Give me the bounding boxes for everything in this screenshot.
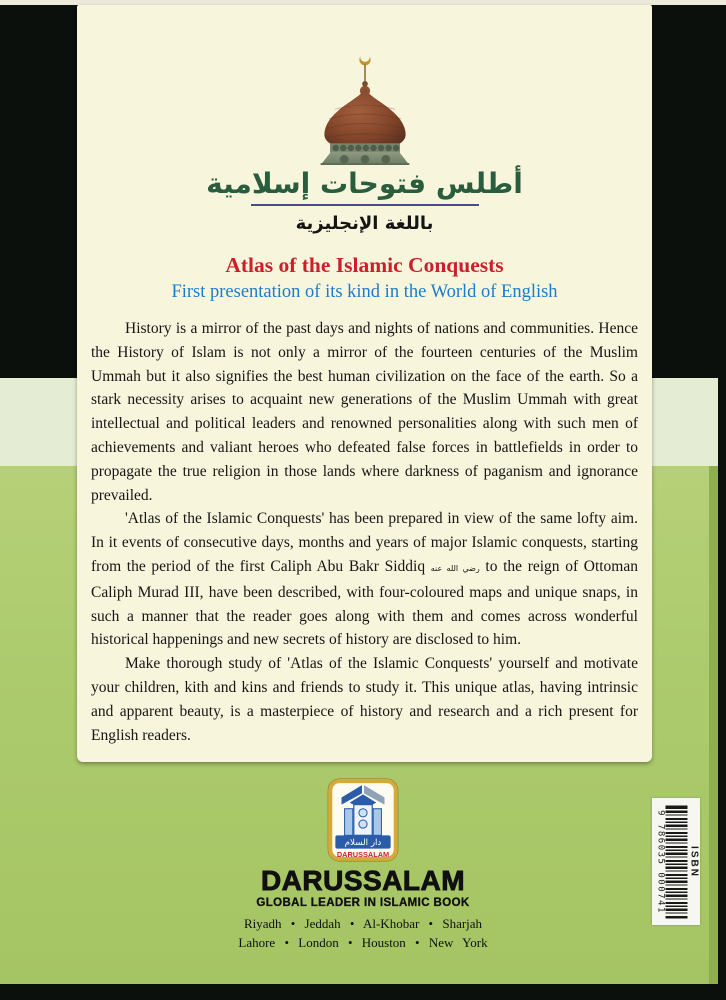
publisher-logo [0,778,726,864]
title-underline [251,204,479,206]
synopsis-paragraph-1: History is a mirror of the past days and nights of nations and communities. Hence the History of Islam is not only a mirror of the fourteen centuries of the Muslim Ummah but it also signifies the best human civilization on the face of the earth. So a stark necessity arises to acquaint new generations of the Muslim Ummah with great intellectual and political leaders and renowned personalities along with such men of achievements and valiant heroes who defeated false forces in battlefields in order to propagate the true religion in those lands where darkness of paganism and ignorance prevailed. [91,320,638,504]
publisher-name: DARUSSALAM [260,865,466,896]
publisher-tagline: GLOBAL LEADER IN ISLAMIC BOOK [256,897,470,909]
radiallahu-anhu-honorific: رضي الله عنه [430,563,480,573]
logo-caption: DARUSSALAM [336,849,390,859]
publisher-cities-line2: Lahore • London • Houston • New York [238,935,488,950]
synopsis [77,317,652,747]
book-title: Atlas of the Islamic Conquests [225,253,504,277]
mosque-building-icon [345,805,382,836]
barcode-digits: 9 786035 000741 [655,809,665,914]
arabic-subtitle: باللغة الإنجليزية [295,213,434,234]
mosque-dome-icon [296,47,434,165]
publisher-block [0,778,726,952]
synopsis-paragraph-2: 'Atlas of the Islamic Conquests' has been prepared in view of the same lofty aim. In it events of consecutive days, months and years of major Islamic conquests, starting from the period of the first Caliph Abu Bakr Siddiq رضي الله عنه to the reign of Ottoman Caliph Murad III, have been described, with four-coloured maps and unique snaps, in such a manner that the reader goes along with them and comes across wonderful historical happenings and new secrets of history are disclosed to him. [91,510,638,649]
barcode-bars [665,805,687,918]
book-subtitle: First presentation of its kind in the World of English [171,282,558,302]
logo-arabic-calligraphy: دار السلام [344,838,382,849]
mosque-dome-illustration [296,47,434,165]
isbn-barcode [652,798,700,925]
content-panel [77,5,652,762]
arabic-title: أطلس فتوحات إسلامية [206,167,523,200]
publisher-cities-line1: Riyadh • Jeddah • Al-Khobar • Sharjah [243,916,483,931]
darussalam-logo-icon [327,778,399,864]
barcode-rotated-content [652,798,700,925]
isbn-label: ISBN [688,845,699,878]
synopsis-paragraph-3: Make thorough study of 'Atlas of the Islamic Conquests' yourself and motivate your children, kith and kins and friends to study it. This unique atlas, having intrinsic and apparent beauty, is a masterpiece of history and research and a rich present for English readers. [91,655,638,744]
